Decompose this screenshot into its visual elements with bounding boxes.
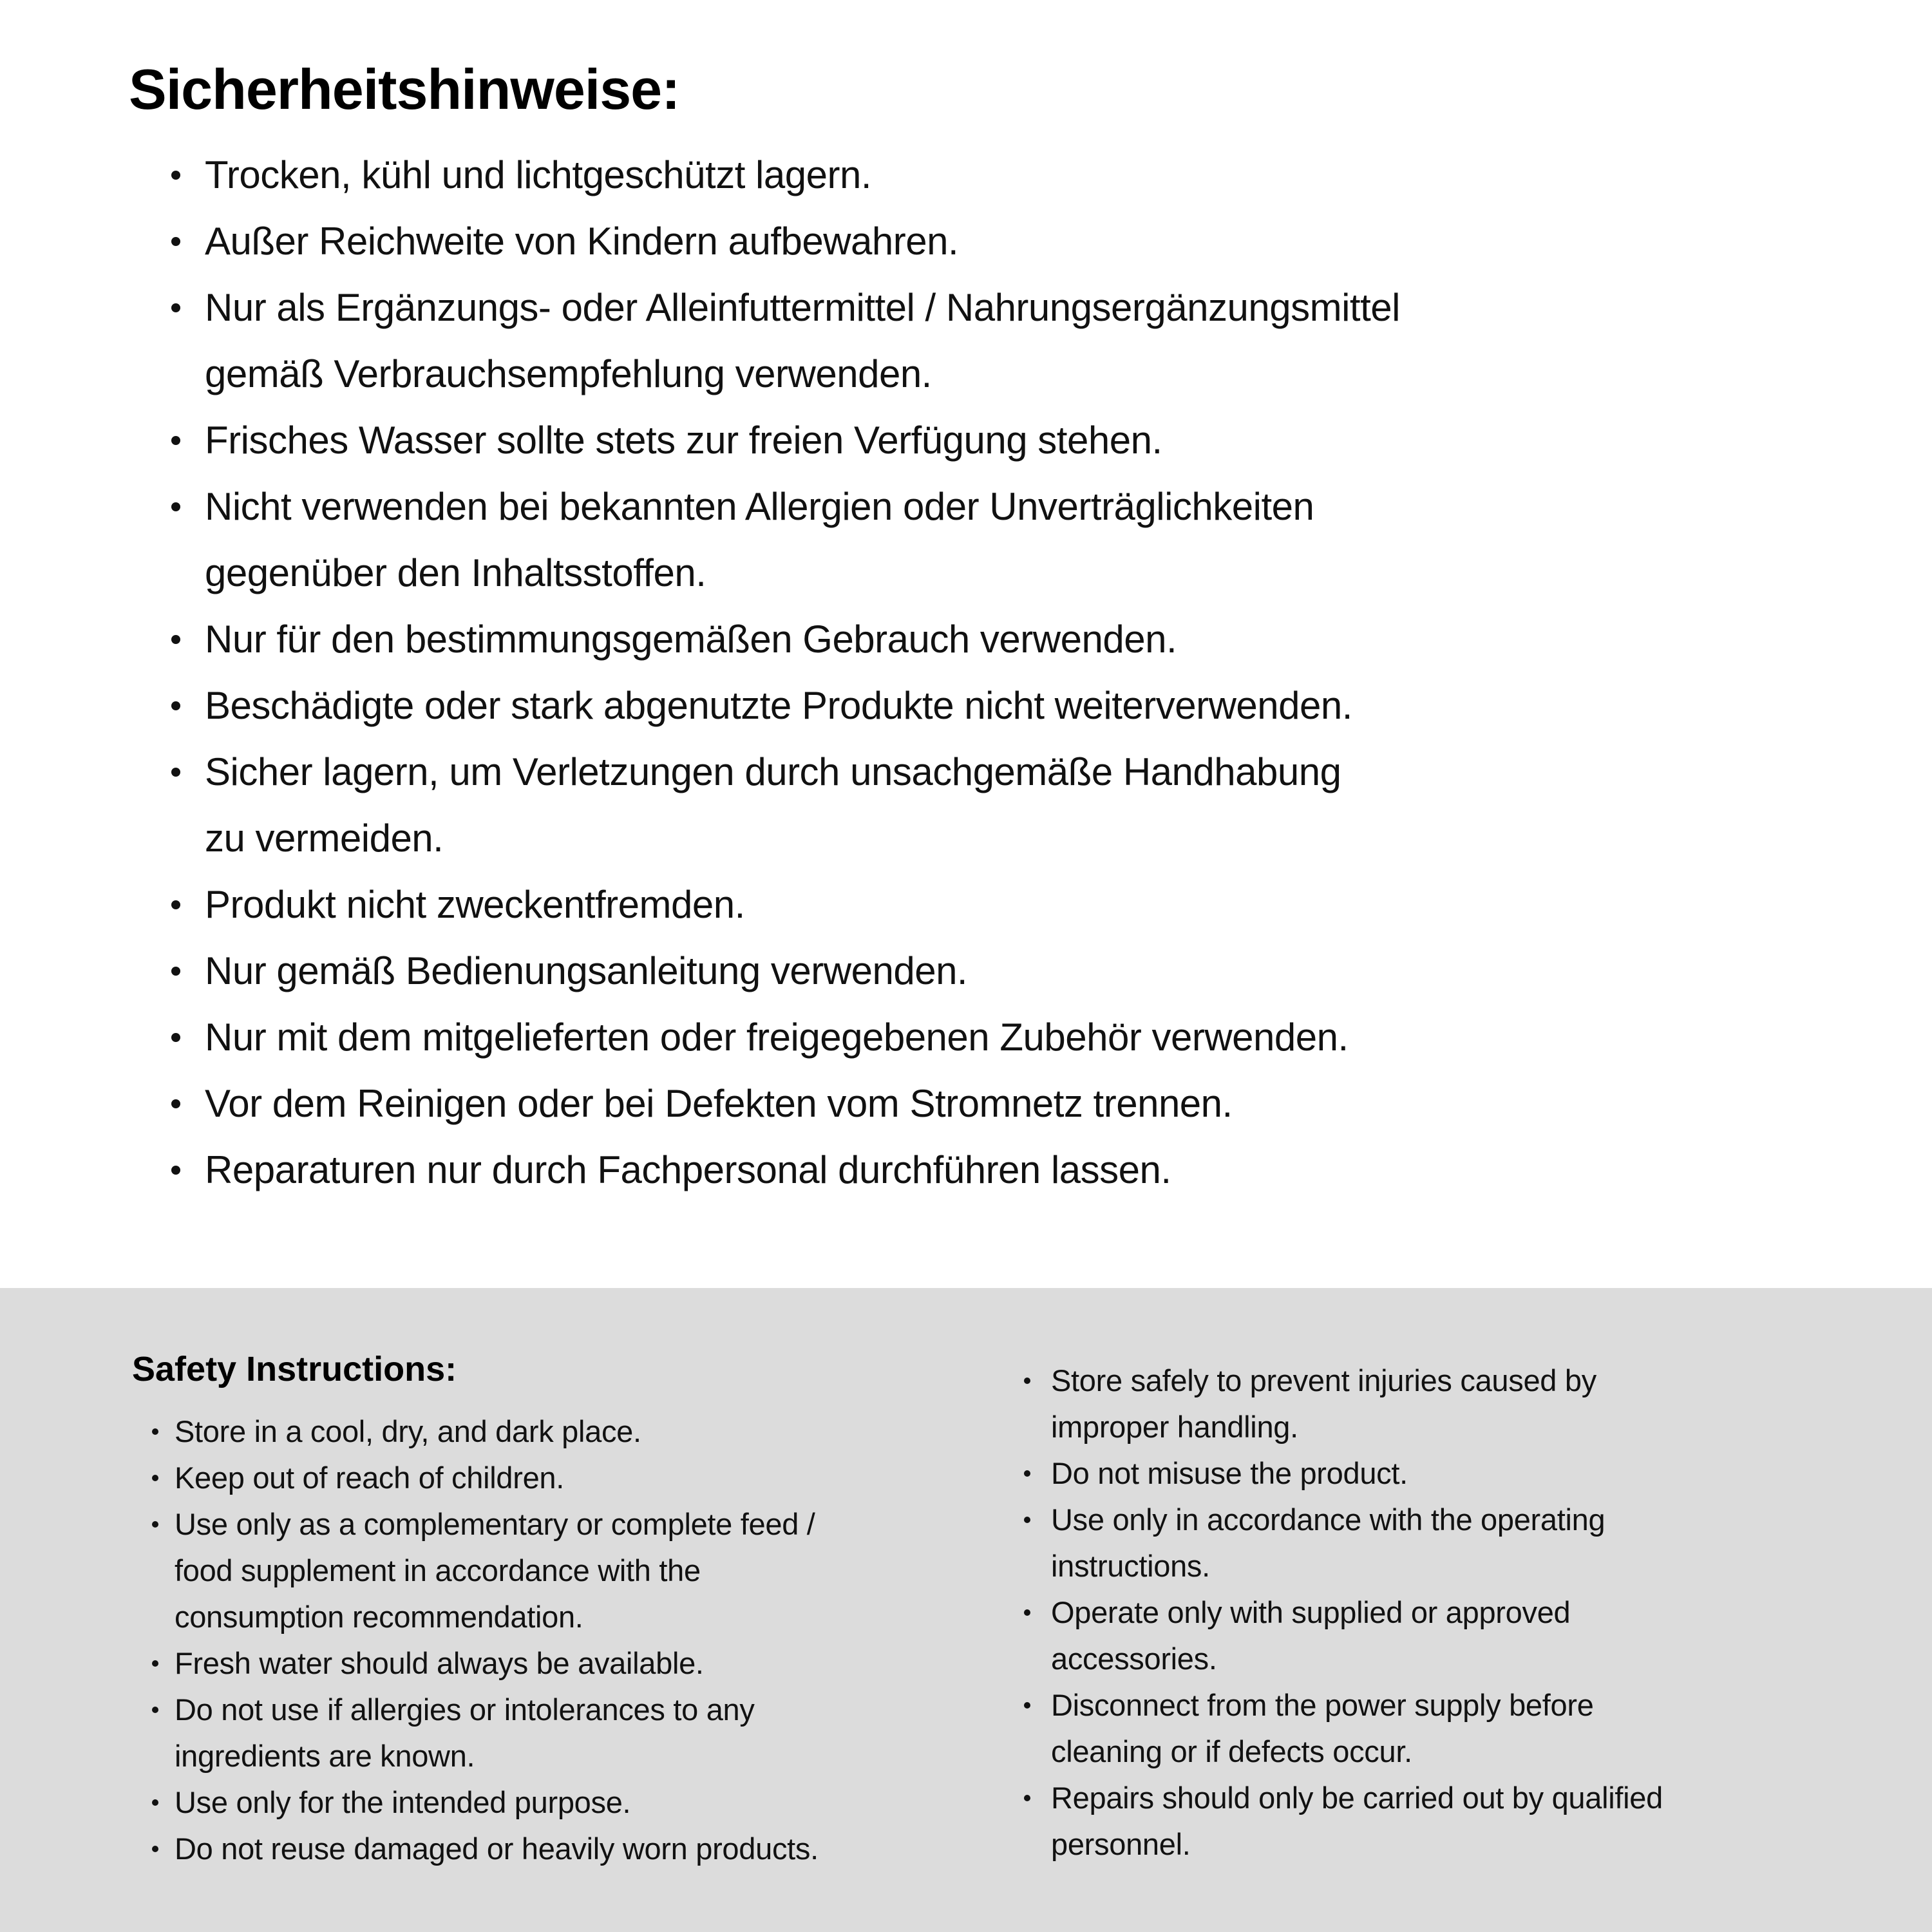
english-bullet-item: Do not reuse damaged or heavily worn products. — [132, 1826, 1024, 1872]
english-bullet-item: Do not misuse the product. — [1024, 1450, 1893, 1497]
english-section — [0, 1288, 1932, 1932]
german-bullet-item-continuation: zu vermeiden. — [205, 817, 444, 860]
english-bullet-item: Fresh water should always be available. — [132, 1640, 1024, 1687]
german-bullet-item: Nur als Ergänzungs- oder Alleinfuttermittel / Nahrungsergänzungsmittel — [129, 274, 1893, 341]
english-right-column — [1024, 1349, 1893, 1932]
english-bullet-item-continuation: food supplement in accordance with the — [175, 1553, 701, 1587]
english-bullet-item: Use only for the intended purpose. — [132, 1779, 1024, 1826]
english-bullet-item-continuation: personnel. — [1051, 1827, 1191, 1861]
english-bullet-item-continuation: instructions. — [1051, 1549, 1210, 1583]
german-bullet-item: Nur gemäß Bedienungsanleitung verwenden. — [129, 938, 1893, 1004]
german-bullet-item: Beschädigte oder stark abgenutzte Produkte nicht weiterverwenden. — [129, 672, 1893, 739]
english-bullet-item-continuation: accessories. — [1051, 1642, 1217, 1676]
german-bullet-item: Sicher lagern, um Verletzungen durch unsachgemäße Handhabung — [129, 739, 1893, 805]
english-bullet-item-continuation: improper handling. — [1051, 1410, 1298, 1444]
german-bullet-item: Trocken, kühl und lichtgeschützt lagern. — [129, 142, 1893, 208]
english-bullet-item: Do not use if allergies or intolerances to any — [132, 1687, 1024, 1733]
english-bullet-item: Disconnect from the power supply before — [1024, 1682, 1893, 1728]
english-left-column — [132, 1349, 1024, 1932]
english-bullet-item: Store safely to prevent injuries caused by — [1024, 1358, 1893, 1404]
german-bullet-item-continuation: gegenüber den Inhaltsstoffen. — [205, 551, 706, 594]
german-bullet-list — [129, 142, 1893, 1203]
english-bullet-item: Store in a cool, dry, and dark place. — [132, 1408, 1024, 1455]
german-bullet-item-continuation: gemäß Verbrauchsempfehlung verwenden. — [205, 352, 932, 395]
english-bullet-item: Operate only with supplied or approved — [1024, 1589, 1893, 1636]
german-bullet-item: Frisches Wasser sollte stets zur freien Verfügung stehen. — [129, 407, 1893, 473]
german-bullet-item: Produkt nicht zweckentfremden. — [129, 871, 1893, 938]
german-bullet-item: Nicht verwenden bei bekannten Allergien oder Unverträglichkeiten — [129, 473, 1893, 540]
english-bullet-item-continuation: consumption recommendation. — [175, 1600, 583, 1634]
english-bullet-item: Repairs should only be carried out by qualified — [1024, 1775, 1893, 1821]
german-bullet-item: Vor dem Reinigen oder bei Defekten vom Stromnetz trennen. — [129, 1070, 1893, 1137]
english-bullet-item: Use only in accordance with the operating — [1024, 1497, 1893, 1543]
german-bullet-item: Nur mit dem mitgelieferten oder freigegebenen Zubehör verwenden. — [129, 1004, 1893, 1070]
german-bullet-item: Außer Reichweite von Kindern aufbewahren. — [129, 208, 1893, 274]
german-heading: Sicherheitshinweise: — [129, 57, 680, 121]
english-heading: Safety Instructions: — [132, 1350, 457, 1388]
german-bullet-item: Reparaturen nur durch Fachpersonal durchführen lassen. — [129, 1137, 1893, 1203]
english-bullet-item: Keep out of reach of children. — [132, 1455, 1024, 1501]
english-bullet-item-continuation: ingredients are known. — [175, 1739, 475, 1773]
german-bullet-item: Nur für den bestimmungsgemäßen Gebrauch verwenden. — [129, 606, 1893, 672]
english-bullet-item-continuation: cleaning or if defects occur. — [1051, 1734, 1412, 1768]
english-bullet-item: Use only as a complementary or complete feed / — [132, 1501, 1024, 1548]
